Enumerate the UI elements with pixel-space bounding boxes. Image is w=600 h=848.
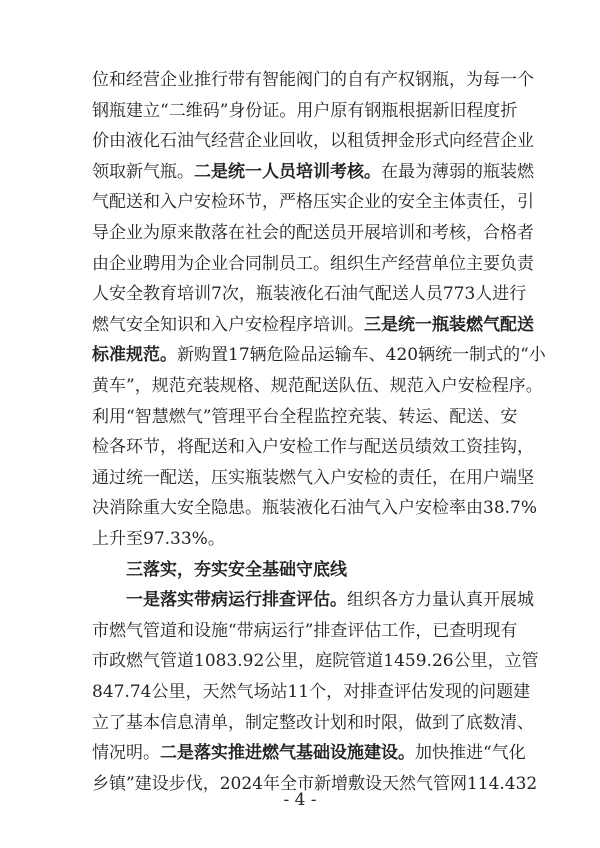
body-line: 由企业聘用为企业合同制员工。组织生产经营单位主要负责 [92,253,534,274]
body-line: 燃气安全知识和入户安检程序培训。三是统一瓶装燃气配送 [92,314,534,335]
body-line: 市燃气管道和设施“带病运行”排查评估工作，已查明现有 [92,620,518,641]
body-line: 847.74公里，天然气场站11个，对排查评估发现的问题建 [92,682,531,702]
body-line: 一是落实带病运行排查评估。组织各方力量认真开展城 [126,590,534,611]
body-line: 人安全教育培训7次，瓶装液化石油气配送人员773人进行 [92,284,527,305]
bold-subheading: 一是落实带病运行排查评估。 [126,590,347,611]
body-line: 领取新气瓶。二是统一人员培训考核。在最为薄弱的瓶装燃 [92,161,534,182]
bold-subheading: 二是落实推进燃气基础设施建设。 [160,743,415,764]
body-line: 导企业为原来散落在社会的配送员开展培训和考核，合格者 [92,223,534,243]
bold-subheading: 标准规范。 [92,345,177,366]
body-line: 检各环节，将配送和入户安检工作与配送员绩效工资挂钩， [92,437,534,458]
body-line: 市政燃气管道1083.92公里，庭院管道1459.26公里，立管 [92,651,539,672]
body-line: 气配送和入户安检环节，严格压实企业的安全主体责任，引 [92,192,534,213]
body-line: 利用“智慧燃气”管理平台全程监控充装、转运、配送、安 [92,406,518,427]
bold-subheading: 三是统一瓶装燃气配送 [364,314,534,335]
body-line: 情况明。二是落实推进燃气基础设施建设。加快推进“气化 [92,743,526,764]
body-line: 通过统一配送，压实瓶装燃气入户安检的责任，在用户端坚 [92,467,534,488]
body-line: 标准规范。新购置17辆危险品运输车、420辆统一制式的“小 [92,345,546,366]
section-heading: 三落实，夯实安全基础守底线 [126,559,347,580]
body-line: 立了基本信息清单，制定整改计划和时限，做到了底数清、 [92,712,534,733]
page-number: - 4 - [283,790,317,810]
bold-subheading: 二是统一人员培训考核。 [194,161,381,182]
body-line: 上升至97.33%。 [92,529,225,549]
body-line: 决消除重大安全隐患。瓶装液化石油气入户安检率由38.7% [92,498,538,519]
body-line: 价由液化石油气经营企业回收，以租赁押金形式向经营企业 [92,131,534,152]
body-line: 黄车”，规范充装规格、规范配送队伍、规范入户安检程序。 [92,376,543,396]
body-line: 位和经营企业推行带有智能阀门的自有产权钢瓶，为每一个 [92,70,534,90]
body-line: 钢瓶建立“二维码”身份证。用户原有钢瓶根据新旧程度折 [92,100,518,121]
body-line: 乡镇”建设步伐，2024年全市新增敷设天然气管网114.432 [92,773,538,794]
